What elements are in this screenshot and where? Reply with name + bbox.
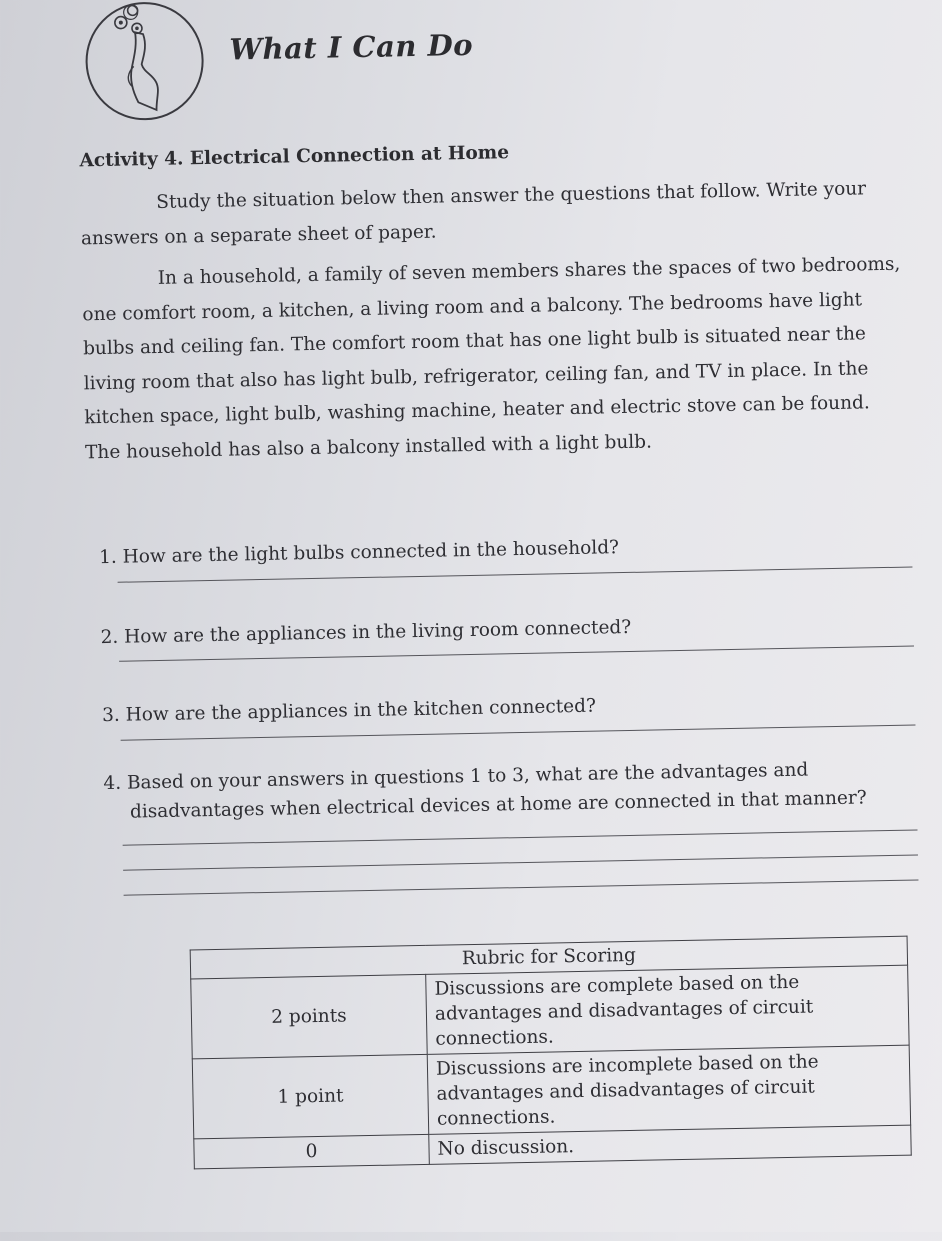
answer-line <box>124 879 919 895</box>
rubric-description: No discussion. <box>429 1125 911 1164</box>
rubric-description: Discussions are complete based on the advantages and disadvantages of circuit connections. <box>426 965 909 1054</box>
question-1: 1. How are the light bulbs connected in the household? <box>98 537 620 569</box>
hand-holding-gears-icon <box>80 0 208 125</box>
question-3: 3. How are the appliances in the kitchen connected? <box>101 695 597 727</box>
situation-paragraph: In a household, a family of seven members shares the spaces of two bedrooms, one comfort room, a kitchen, a living room and a balcony. The bedrooms have light bulbs and ceiling fan. The comfort room that has one light bulb is situated near the living room that also has light bulb, refrigerator, ceiling fan, and TV in place. In the kitchen space, light bulb, washing machine, heater and electric stove can be found. The household has also a balcony installed with a light bulb. <box>82 253 901 463</box>
rubric-points: 2 points <box>191 974 427 1058</box>
rubric-description: Discussions are incomplete based on the advantages and disadvantages of circuit connections. <box>427 1045 910 1134</box>
question-2: 2. How are the appliances in the living room connected? <box>100 616 632 649</box>
answer-line <box>123 854 918 870</box>
rubric-points: 0 <box>194 1134 430 1169</box>
rubric-points: 1 point <box>192 1054 428 1138</box>
instructions-paragraph: Study the situation below then answer the questions that follow. Write your answers on a separate sheet of paper. <box>80 178 867 249</box>
activity-title: Activity 4. Electrical Connection at Home <box>79 142 510 172</box>
rubric-table <box>190 936 912 1170</box>
section-title: What I Can Do <box>229 27 474 67</box>
table-row <box>192 1045 910 1139</box>
rubric-title: Rubric for Scoring <box>190 936 907 979</box>
question-4: 4. Based on your answers in questions 1 to 3, what are the advantages and disadvantages when electrical devices at home are connected in that manner? <box>103 759 867 823</box>
table-row <box>191 965 909 1059</box>
answer-line <box>123 829 918 845</box>
